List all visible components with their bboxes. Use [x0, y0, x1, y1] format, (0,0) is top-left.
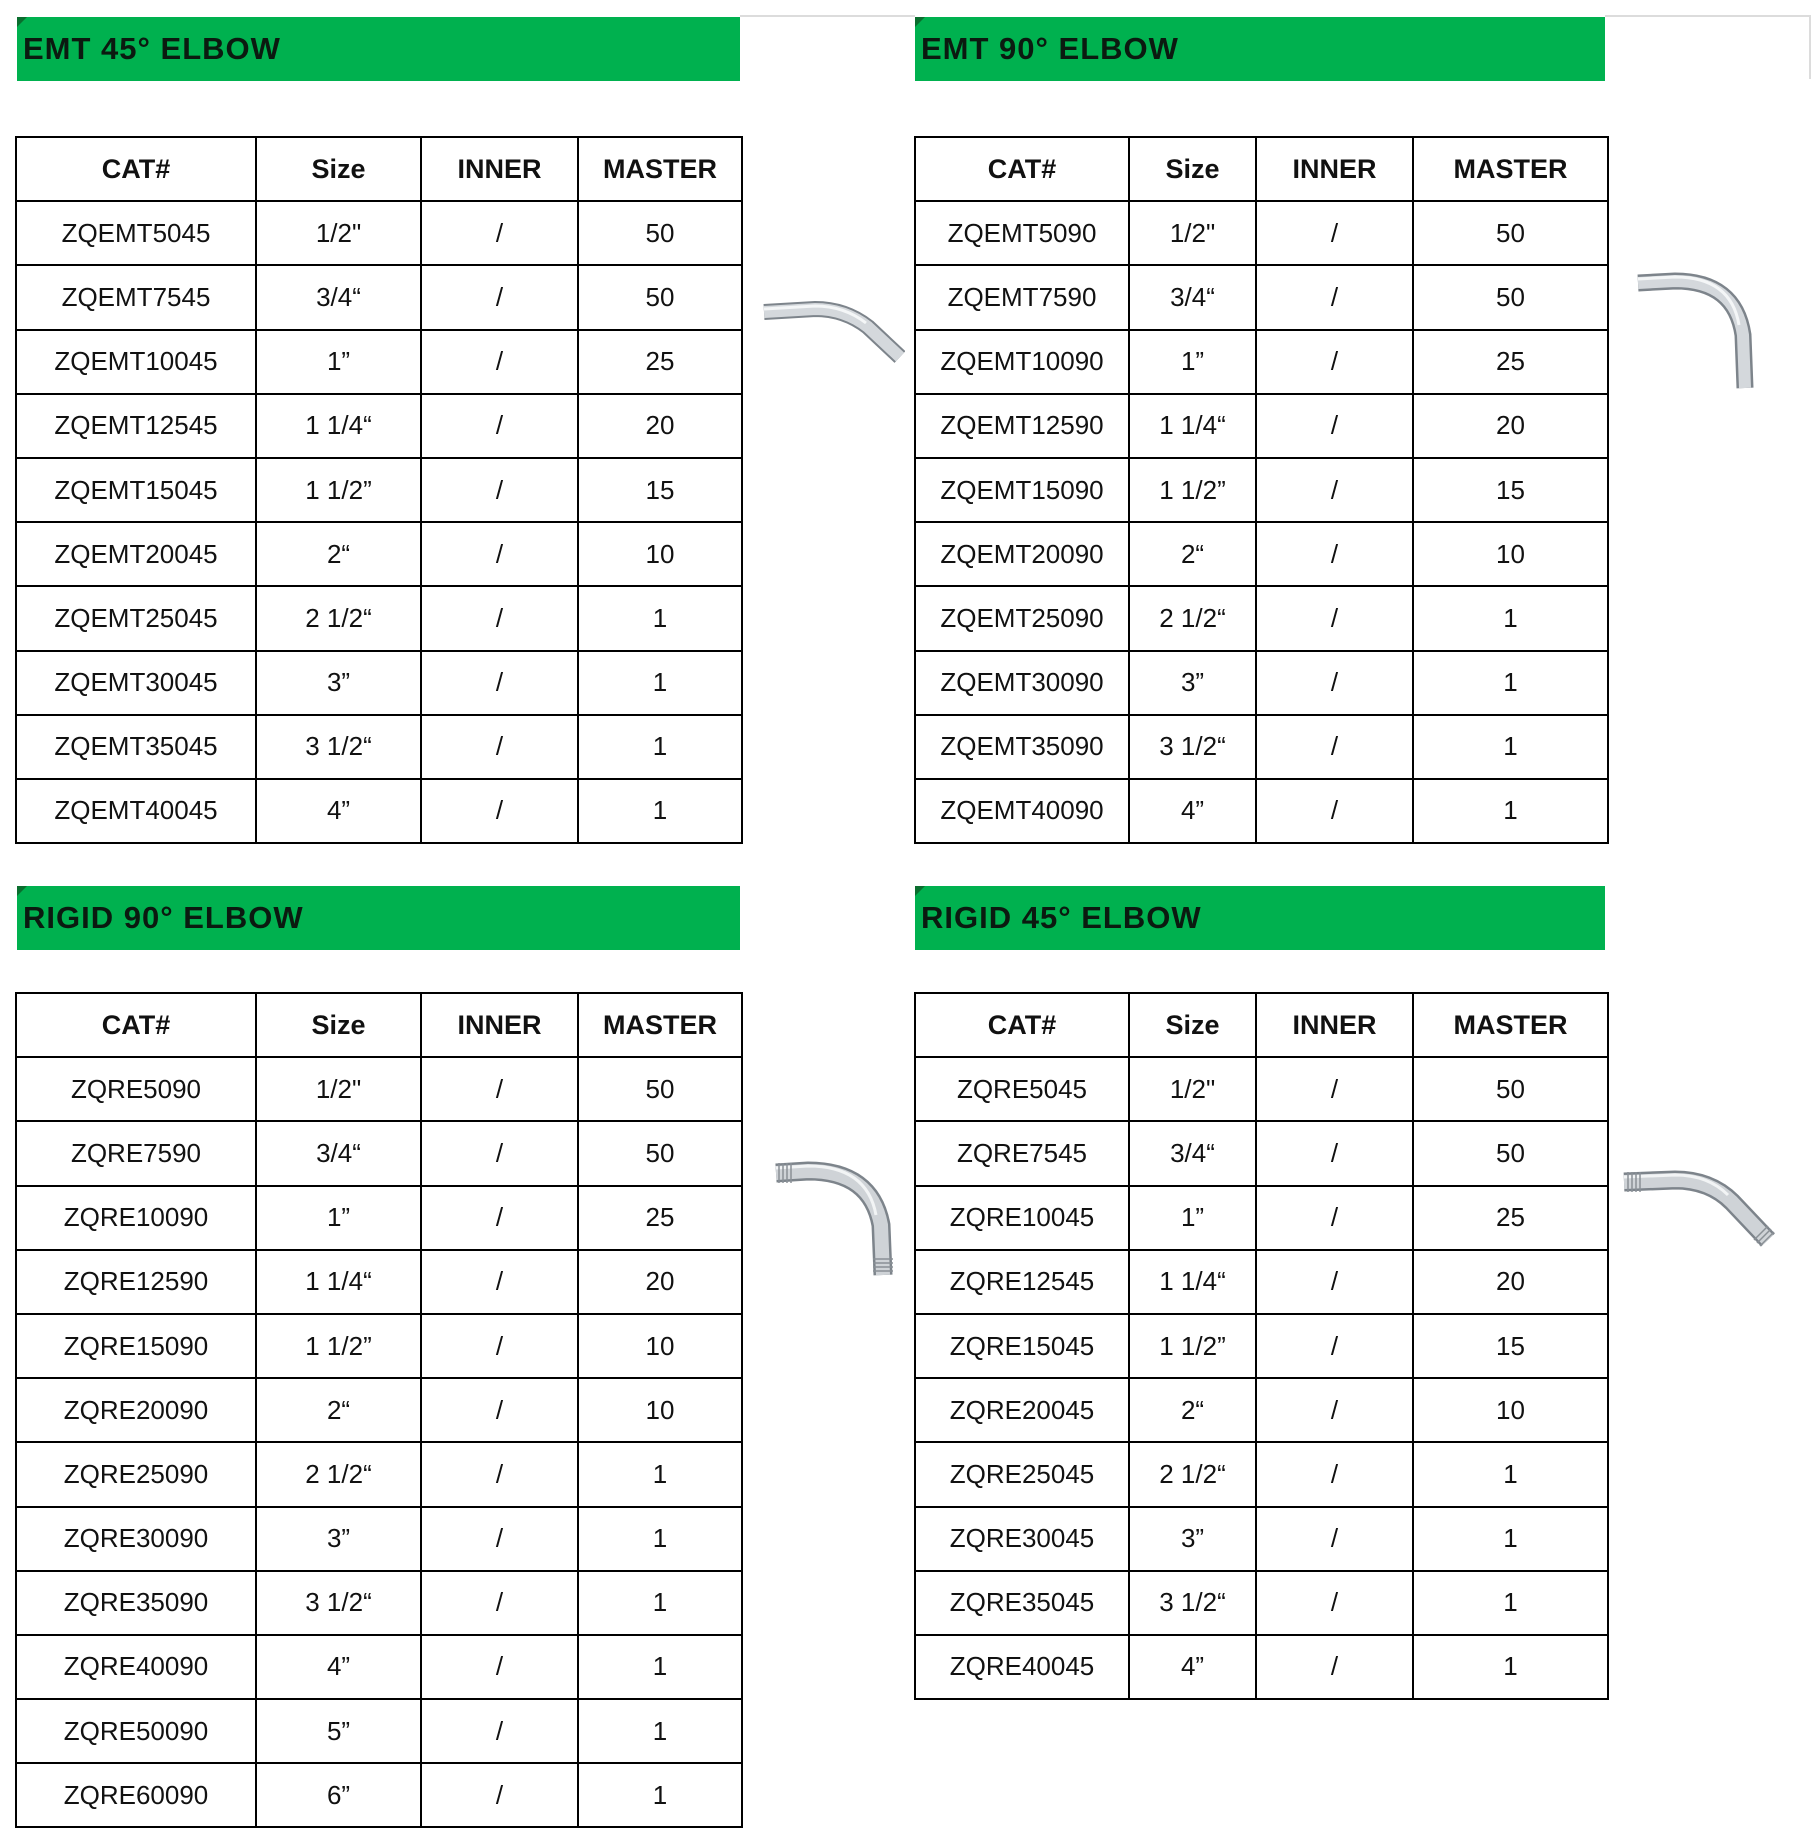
cell-master: 1: [1413, 779, 1608, 843]
cell-cat: ZQRE25045: [915, 1442, 1129, 1506]
col-header-cat: CAT#: [915, 993, 1129, 1057]
cell-master: 1: [578, 1763, 742, 1827]
cell-master: 50: [578, 265, 742, 329]
table-row: [16, 1250, 742, 1314]
cell-inner: /: [1256, 1186, 1413, 1250]
rigid-90-elbow-icon: [773, 1155, 903, 1285]
cell-size: 1 1/4“: [256, 394, 421, 458]
cell-size: 1/2": [1129, 1057, 1256, 1121]
cell-cat: ZQEMT40045: [16, 779, 256, 843]
cell-master: 1: [1413, 586, 1608, 650]
cell-master: 20: [578, 394, 742, 458]
section-title: EMT 45° ELBOW: [23, 31, 281, 66]
col-header-inner: INNER: [421, 993, 578, 1057]
cell-inner: /: [421, 458, 578, 522]
cell-size: 2 1/2“: [256, 1442, 421, 1506]
cell-master: 10: [578, 522, 742, 586]
cell-cat: ZQEMT35045: [16, 715, 256, 779]
cell-cat: ZQEMT5045: [16, 201, 256, 265]
cell-cat: ZQEMT30045: [16, 651, 256, 715]
cell-inner: /: [421, 715, 578, 779]
cell-master: 1: [1413, 1635, 1608, 1699]
cell-master: 10: [1413, 1378, 1608, 1442]
cell-size: 1”: [1129, 1186, 1256, 1250]
col-header-cat: CAT#: [16, 137, 256, 201]
cell-size: 1/2": [256, 201, 421, 265]
cell-cat: ZQEMT10045: [16, 330, 256, 394]
cell-cat: ZQRE40090: [16, 1635, 256, 1699]
cell-master: 50: [1413, 201, 1608, 265]
table-header-row: [16, 993, 742, 1057]
top-rule-right: [1605, 15, 1811, 17]
table-row: [16, 1699, 742, 1763]
table-row: [915, 458, 1608, 522]
cell-inner: /: [1256, 1314, 1413, 1378]
cell-size: 1 1/2”: [256, 1314, 421, 1378]
right-rule: [1809, 15, 1811, 79]
cell-master: 50: [578, 1121, 742, 1185]
cell-master: 25: [1413, 330, 1608, 394]
cell-master: 1: [578, 1699, 742, 1763]
cell-cat: ZQEMT35090: [915, 715, 1129, 779]
cell-cat: ZQEMT40090: [915, 779, 1129, 843]
cell-inner: /: [421, 1507, 578, 1571]
rigid-45-elbow-table: [914, 992, 1609, 1700]
cell-master: 1: [1413, 651, 1608, 715]
table-row: [16, 394, 742, 458]
cell-size: 1 1/2”: [1129, 458, 1256, 522]
cell-inner: /: [421, 522, 578, 586]
cell-size: 4”: [256, 779, 421, 843]
cell-master: 1: [578, 651, 742, 715]
emt-90-elbow-icon: [1635, 265, 1765, 395]
table-row: [16, 330, 742, 394]
cell-cat: ZQEMT25090: [915, 586, 1129, 650]
cell-master: 20: [578, 1250, 742, 1314]
cell-inner: /: [421, 1314, 578, 1378]
table-row: [16, 522, 742, 586]
cell-inner: /: [1256, 458, 1413, 522]
cell-size: 3/4“: [256, 265, 421, 329]
cell-cat: ZQRE5045: [915, 1057, 1129, 1121]
cell-cat: ZQRE35090: [16, 1571, 256, 1635]
cell-inner: /: [1256, 1571, 1413, 1635]
cell-cat: ZQRE7545: [915, 1121, 1129, 1185]
table-row: [16, 1378, 742, 1442]
cell-master: 1: [578, 779, 742, 843]
col-header-inner: INNER: [421, 137, 578, 201]
table-row: [915, 1378, 1608, 1442]
cell-master: 20: [1413, 1250, 1608, 1314]
cell-master: 15: [1413, 1314, 1608, 1378]
cell-inner: /: [1256, 1635, 1413, 1699]
table-row: [16, 1057, 742, 1121]
cell-size: 1”: [256, 1186, 421, 1250]
section-title: RIGID 45° ELBOW: [921, 900, 1202, 935]
cell-master: 50: [578, 201, 742, 265]
cell-size: 1 1/2”: [1129, 1314, 1256, 1378]
cell-inner: /: [1256, 651, 1413, 715]
col-header-inner: INNER: [1256, 993, 1413, 1057]
cell-cat: ZQRE50090: [16, 1699, 256, 1763]
cell-size: 3/4“: [256, 1121, 421, 1185]
cell-master: 1: [1413, 715, 1608, 779]
table-row: [915, 1057, 1608, 1121]
col-header-master: MASTER: [578, 993, 742, 1057]
cell-inner: /: [421, 330, 578, 394]
cell-inner: /: [1256, 330, 1413, 394]
cell-master: 25: [578, 330, 742, 394]
cell-inner: /: [1256, 1250, 1413, 1314]
table-row: [915, 1635, 1608, 1699]
cell-cat: ZQRE5090: [16, 1057, 256, 1121]
cell-master: 1: [578, 715, 742, 779]
table-row: [915, 201, 1608, 265]
cell-cat: ZQEMT15090: [915, 458, 1129, 522]
table-row: [16, 586, 742, 650]
table-row: [915, 1442, 1608, 1506]
cell-master: 1: [578, 1442, 742, 1506]
cell-master: 1: [1413, 1442, 1608, 1506]
cell-size: 2 1/2“: [256, 586, 421, 650]
cell-master: 1: [578, 1571, 742, 1635]
cell-cat: ZQRE15045: [915, 1314, 1129, 1378]
emt-90-elbow-banner: [915, 17, 1605, 81]
cell-size: 5”: [256, 1699, 421, 1763]
col-header-size: Size: [1129, 993, 1256, 1057]
cell-inner: /: [1256, 1378, 1413, 1442]
table-row: [16, 1186, 742, 1250]
cell-master: 1: [578, 1635, 742, 1699]
cell-master: 25: [1413, 1186, 1608, 1250]
cell-inner: /: [1256, 265, 1413, 329]
col-header-size: Size: [256, 137, 421, 201]
cell-master: 1: [1413, 1571, 1608, 1635]
cell-inner: /: [421, 201, 578, 265]
table-row: [915, 1314, 1608, 1378]
cell-cat: ZQRE12545: [915, 1250, 1129, 1314]
cell-size: 4”: [256, 1635, 421, 1699]
table-header-row: [915, 993, 1608, 1057]
cell-cat: ZQEMT12590: [915, 394, 1129, 458]
cell-inner: /: [1256, 1121, 1413, 1185]
cell-master: 15: [1413, 458, 1608, 522]
col-header-size: Size: [1129, 137, 1256, 201]
cell-cat: ZQEMT15045: [16, 458, 256, 522]
cell-size: 4”: [1129, 779, 1256, 843]
cell-size: 3 1/2“: [1129, 1571, 1256, 1635]
cell-inner: /: [421, 651, 578, 715]
table-row: [16, 458, 742, 522]
cell-inner: /: [421, 1057, 578, 1121]
cell-size: 3/4“: [1129, 1121, 1256, 1185]
cell-cat: ZQEMT7545: [16, 265, 256, 329]
cell-size: 4”: [1129, 1635, 1256, 1699]
cell-inner: /: [1256, 201, 1413, 265]
cell-cat: ZQRE10045: [915, 1186, 1129, 1250]
cell-inner: /: [421, 1442, 578, 1506]
cell-master: 10: [1413, 522, 1608, 586]
table-row: [915, 1507, 1608, 1571]
cell-cat: ZQEMT30090: [915, 651, 1129, 715]
cell-inner: /: [1256, 586, 1413, 650]
table-row: [16, 1507, 742, 1571]
col-header-cat: CAT#: [915, 137, 1129, 201]
cell-size: 3”: [1129, 1507, 1256, 1571]
table-row: [16, 1571, 742, 1635]
table-row: [915, 651, 1608, 715]
cell-inner: /: [421, 586, 578, 650]
emt-45-elbow-table: [15, 136, 743, 844]
cell-size: 3 1/2“: [256, 1571, 421, 1635]
col-header-cat: CAT#: [16, 993, 256, 1057]
cell-inner: /: [1256, 1057, 1413, 1121]
table-row: [16, 1121, 742, 1185]
table-row: [915, 586, 1608, 650]
cell-cat: ZQEMT7590: [915, 265, 1129, 329]
cell-inner: /: [421, 1635, 578, 1699]
table-row: [915, 1250, 1608, 1314]
col-header-master: MASTER: [578, 137, 742, 201]
cell-inner: /: [1256, 394, 1413, 458]
cell-inner: /: [421, 1378, 578, 1442]
table-row: [16, 1763, 742, 1827]
cell-size: 2“: [1129, 1378, 1256, 1442]
cell-cat: ZQEMT10090: [915, 330, 1129, 394]
col-header-size: Size: [256, 993, 421, 1057]
cell-inner: /: [421, 1699, 578, 1763]
cell-cat: ZQRE40045: [915, 1635, 1129, 1699]
cell-cat: ZQRE7590: [16, 1121, 256, 1185]
table-header-row: [915, 137, 1608, 201]
table-row: [16, 265, 742, 329]
cell-cat: ZQEMT25045: [16, 586, 256, 650]
cell-size: 3 1/2“: [1129, 715, 1256, 779]
cell-size: 1”: [256, 330, 421, 394]
cell-cat: ZQRE60090: [16, 1763, 256, 1827]
table-row: [915, 1571, 1608, 1635]
cell-cat: ZQRE20045: [915, 1378, 1129, 1442]
emt-45-elbow-icon: [760, 295, 905, 375]
table-row: [915, 394, 1608, 458]
table-row: [16, 1314, 742, 1378]
cell-cat: ZQEMT5090: [915, 201, 1129, 265]
cell-size: 1/2": [256, 1057, 421, 1121]
table-row: [16, 779, 742, 843]
col-header-master: MASTER: [1413, 993, 1608, 1057]
col-header-master: MASTER: [1413, 137, 1608, 201]
cell-master: 20: [1413, 394, 1608, 458]
cell-inner: /: [1256, 1442, 1413, 1506]
table-row: [915, 1186, 1608, 1250]
cell-size: 6”: [256, 1763, 421, 1827]
cell-cat: ZQRE10090: [16, 1186, 256, 1250]
cell-master: 50: [1413, 1057, 1608, 1121]
cell-master: 50: [1413, 265, 1608, 329]
cell-inner: /: [421, 394, 578, 458]
cell-size: 3”: [256, 651, 421, 715]
cell-inner: /: [1256, 1507, 1413, 1571]
cell-size: 3”: [1129, 651, 1256, 715]
cell-size: 3”: [256, 1507, 421, 1571]
cell-inner: /: [421, 1186, 578, 1250]
cell-master: 50: [1413, 1121, 1608, 1185]
cell-inner: /: [421, 1763, 578, 1827]
table-row: [915, 522, 1608, 586]
cell-master: 50: [578, 1057, 742, 1121]
table-row: [16, 651, 742, 715]
table-row: [915, 1121, 1608, 1185]
cell-size: 1 1/2”: [256, 458, 421, 522]
cell-cat: ZQRE12590: [16, 1250, 256, 1314]
table-row: [915, 330, 1608, 394]
table-row: [16, 1442, 742, 1506]
top-rule-left: [740, 15, 915, 17]
cell-size: 2“: [256, 1378, 421, 1442]
cell-size: 1 1/4“: [256, 1250, 421, 1314]
cell-inner: /: [421, 1571, 578, 1635]
cell-cat: ZQRE30045: [915, 1507, 1129, 1571]
cell-size: 3 1/2“: [256, 715, 421, 779]
cell-inner: /: [421, 779, 578, 843]
cell-size: 2“: [256, 522, 421, 586]
cell-master: 25: [578, 1186, 742, 1250]
cell-cat: ZQEMT20045: [16, 522, 256, 586]
cell-cat: ZQEMT20090: [915, 522, 1129, 586]
cell-master: 1: [1413, 1507, 1608, 1571]
rigid-45-elbow-icon: [1620, 1160, 1780, 1260]
rigid-90-elbow-banner: [17, 886, 740, 950]
cell-inner: /: [421, 1121, 578, 1185]
cell-master: 10: [578, 1378, 742, 1442]
cell-size: 2 1/2“: [1129, 1442, 1256, 1506]
table-row: [16, 715, 742, 779]
cell-cat: ZQRE25090: [16, 1442, 256, 1506]
table-row: [915, 715, 1608, 779]
table-row: [16, 1635, 742, 1699]
cell-size: 1 1/4“: [1129, 1250, 1256, 1314]
cell-size: 2“: [1129, 522, 1256, 586]
table-row: [915, 265, 1608, 329]
cell-size: 1/2": [1129, 201, 1256, 265]
cell-cat: ZQRE15090: [16, 1314, 256, 1378]
cell-inner: /: [421, 265, 578, 329]
cell-master: 10: [578, 1314, 742, 1378]
cell-inner: /: [1256, 522, 1413, 586]
rigid-45-elbow-banner: [915, 886, 1605, 950]
cell-inner: /: [1256, 779, 1413, 843]
table-header-row: [16, 137, 742, 201]
cell-cat: ZQRE20090: [16, 1378, 256, 1442]
cell-cat: ZQRE35045: [915, 1571, 1129, 1635]
section-title: RIGID 90° ELBOW: [23, 900, 304, 935]
col-header-inner: INNER: [1256, 137, 1413, 201]
cell-cat: ZQEMT12545: [16, 394, 256, 458]
emt-45-elbow-banner: [17, 17, 740, 81]
section-title: EMT 90° ELBOW: [921, 31, 1179, 66]
cell-master: 1: [578, 586, 742, 650]
cell-master: 15: [578, 458, 742, 522]
cell-cat: ZQRE30090: [16, 1507, 256, 1571]
cell-master: 1: [578, 1507, 742, 1571]
cell-inner: /: [421, 1250, 578, 1314]
cell-size: 1”: [1129, 330, 1256, 394]
cell-size: 1 1/4“: [1129, 394, 1256, 458]
rigid-90-elbow-table: [15, 992, 743, 1828]
cell-inner: /: [1256, 715, 1413, 779]
cell-size: 3/4“: [1129, 265, 1256, 329]
cell-size: 2 1/2“: [1129, 586, 1256, 650]
emt-90-elbow-table: [914, 136, 1609, 844]
table-row: [915, 779, 1608, 843]
table-row: [16, 201, 742, 265]
